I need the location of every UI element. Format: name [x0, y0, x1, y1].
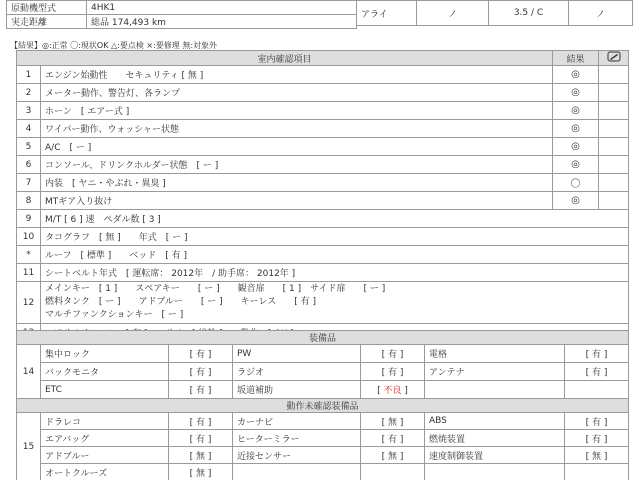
op-value: [ 有 ] — [565, 430, 629, 447]
alignment-label: アライ — [357, 1, 417, 26]
row-4-result: ◎ — [553, 120, 599, 138]
equip-name — [425, 381, 565, 399]
note-header — [599, 51, 629, 66]
row-1-note — [599, 66, 629, 84]
equip-name: 電格 — [425, 345, 565, 363]
op-name: ドラレコ — [41, 413, 169, 430]
row-10-num: 10 — [17, 228, 41, 246]
row-11-num: 11 — [17, 264, 41, 282]
row-11-text: シートベルト年式 [ 運転席： 2012年 / 助手席： 2012年 ] — [41, 264, 629, 282]
equip-value: [ 有 ] — [565, 363, 629, 381]
row-2-text: メーター動作、警告灯、各ランプ — [41, 84, 553, 102]
row-3-result: ◎ — [553, 102, 599, 120]
row-7-note — [599, 174, 629, 192]
row-1-result: ◎ — [553, 66, 599, 84]
op-name: 燃焼装置 — [425, 430, 565, 447]
op-name: ヒーターミラー — [233, 430, 361, 447]
op-name: アドブルー — [41, 447, 169, 464]
row-3-num: 3 — [17, 102, 41, 120]
row-5-num: 5 — [17, 138, 41, 156]
interior-check-table — [16, 50, 629, 342]
op-name: エアバッグ — [41, 430, 169, 447]
op-name: オートクルーズ — [41, 464, 169, 480]
equip-name: アンテナ — [425, 363, 565, 381]
op-value: [ 有 ] — [565, 413, 629, 430]
row-9-num: 9 — [17, 210, 41, 228]
op-value: [ 無 ] — [361, 413, 425, 430]
op-value — [565, 464, 629, 480]
operation-num: 15 — [17, 413, 41, 480]
operation-title: 動作未確認装備品 — [17, 399, 629, 413]
equip-value: [ 有 ] — [169, 363, 233, 381]
pen-note-icon — [607, 51, 621, 62]
alignment-value-1: ノ — [417, 1, 489, 26]
row-3-text: ホーン [ エアー式 ] — [41, 102, 553, 120]
row-star-text: ルーフ [ 標準 ] ベッド [ 有 ] — [41, 246, 629, 264]
alignment-table — [356, 0, 633, 26]
equip-value: [ 有 ] — [169, 345, 233, 363]
equip-name: PW — [233, 345, 361, 363]
result-legend: 【結果】◎:正常 〇:現状OK △:要点検 ×:要修理 無:対象外 — [10, 41, 218, 50]
op-name: ABS — [425, 413, 565, 430]
row-5-result: ◎ — [553, 138, 599, 156]
row-4-note — [599, 120, 629, 138]
row-8-result: ◎ — [553, 192, 599, 210]
engine-model-label: 原動機型式 — [7, 1, 87, 15]
row-2-num: 2 — [17, 84, 41, 102]
vehicle-info-table — [6, 0, 357, 29]
bracket-close: ] — [401, 386, 408, 396]
result-header: 結果 — [553, 51, 599, 66]
alignment-value-2: 3.5 / C — [489, 1, 569, 26]
mileage-value: 総品 174,493 km — [87, 15, 357, 29]
equip-name: 集中ロック — [41, 345, 169, 363]
row-12-line-1: メインキー [ 1 ] スペアキー [ ー ] 観音扉 [ 1 ] サイド扉 [ ー ] — [45, 284, 386, 294]
row-4-text: ワイパー動作、ウォッシャー状態 — [41, 120, 553, 138]
row-7-result: 〇 — [553, 174, 599, 192]
equip-name: バックモニタ — [41, 363, 169, 381]
row-7-num: 7 — [17, 174, 41, 192]
op-name: 近接センサー — [233, 447, 361, 464]
row-6-num: 6 — [17, 156, 41, 174]
row-6-note — [599, 156, 629, 174]
equipment-title: 装備品 — [17, 331, 629, 345]
row-3-note — [599, 102, 629, 120]
op-value: [ 有 ] — [169, 413, 233, 430]
status-bad: 不良 — [383, 386, 402, 396]
row-6-result: ◎ — [553, 156, 599, 174]
op-name: 速度制御装置 — [425, 447, 565, 464]
mileage-label: 実走距離 — [7, 15, 87, 29]
row-10-text: タコグラフ [ 無 ] 年式 [ ー ] — [41, 228, 629, 246]
row-star-num: * — [17, 246, 41, 264]
engine-model-value: 4HK1 — [87, 1, 357, 15]
equip-name: ラジオ — [233, 363, 361, 381]
op-name — [233, 464, 361, 480]
row-8-text: MTギア入り抜け — [41, 192, 553, 210]
row-6-text: コンソール、ドリンクホルダー状態 [ ー ] — [41, 156, 553, 174]
row-7-text: 内装 [ ヤニ・やぶれ・異臭 ] — [41, 174, 553, 192]
op-name: カーナビ — [233, 413, 361, 430]
op-value: [ 無 ] — [361, 447, 425, 464]
row-12-num: 12 — [17, 282, 41, 324]
row-12-text — [41, 282, 629, 324]
row-5-text: A/C [ ー ] — [41, 138, 553, 156]
slope-assist-value — [361, 381, 425, 399]
row-1-num: 1 — [17, 66, 41, 84]
equipment-table — [16, 330, 629, 399]
op-value: [ 無 ] — [169, 464, 233, 480]
op-value — [361, 464, 425, 480]
row-4-num: 4 — [17, 120, 41, 138]
equip-value: [ 有 ] — [361, 345, 425, 363]
equip-value: [ 有 ] — [361, 363, 425, 381]
op-value: [ 無 ] — [169, 447, 233, 464]
row-12-line-2: 燃料タンク [ ー ] アドブルー [ ー ] キーレス [ 有 ] — [45, 297, 316, 307]
bracket-open: [ — [377, 386, 384, 396]
equip-value — [565, 381, 629, 399]
row-1-text: エンジン始動性 セキュリティ [ 無 ] — [41, 66, 553, 84]
operation-table — [16, 398, 629, 480]
equip-name: ETC — [41, 381, 169, 399]
interior-title: 室内確認項目 — [17, 51, 553, 66]
row-9-text: M/T [ 6 ] 速 ペダル数 [ 3 ] — [41, 210, 629, 228]
op-value: [ 有 ] — [361, 430, 425, 447]
op-value: [ 無 ] — [565, 447, 629, 464]
equip-value: [ 有 ] — [565, 345, 629, 363]
equip-name: 坂道補助 — [233, 381, 361, 399]
equip-value: [ 有 ] — [169, 381, 233, 399]
row-12-line-3: マルチファンクションキー [ ー ] — [45, 310, 184, 320]
row-8-num: 8 — [17, 192, 41, 210]
row-2-note — [599, 84, 629, 102]
op-name — [425, 464, 565, 480]
row-8-note — [599, 192, 629, 210]
op-value: [ 有 ] — [169, 430, 233, 447]
row-2-result: ◎ — [553, 84, 599, 102]
alignment-value-3: ノ — [569, 1, 633, 26]
equipment-num: 14 — [17, 345, 41, 399]
row-5-note — [599, 138, 629, 156]
